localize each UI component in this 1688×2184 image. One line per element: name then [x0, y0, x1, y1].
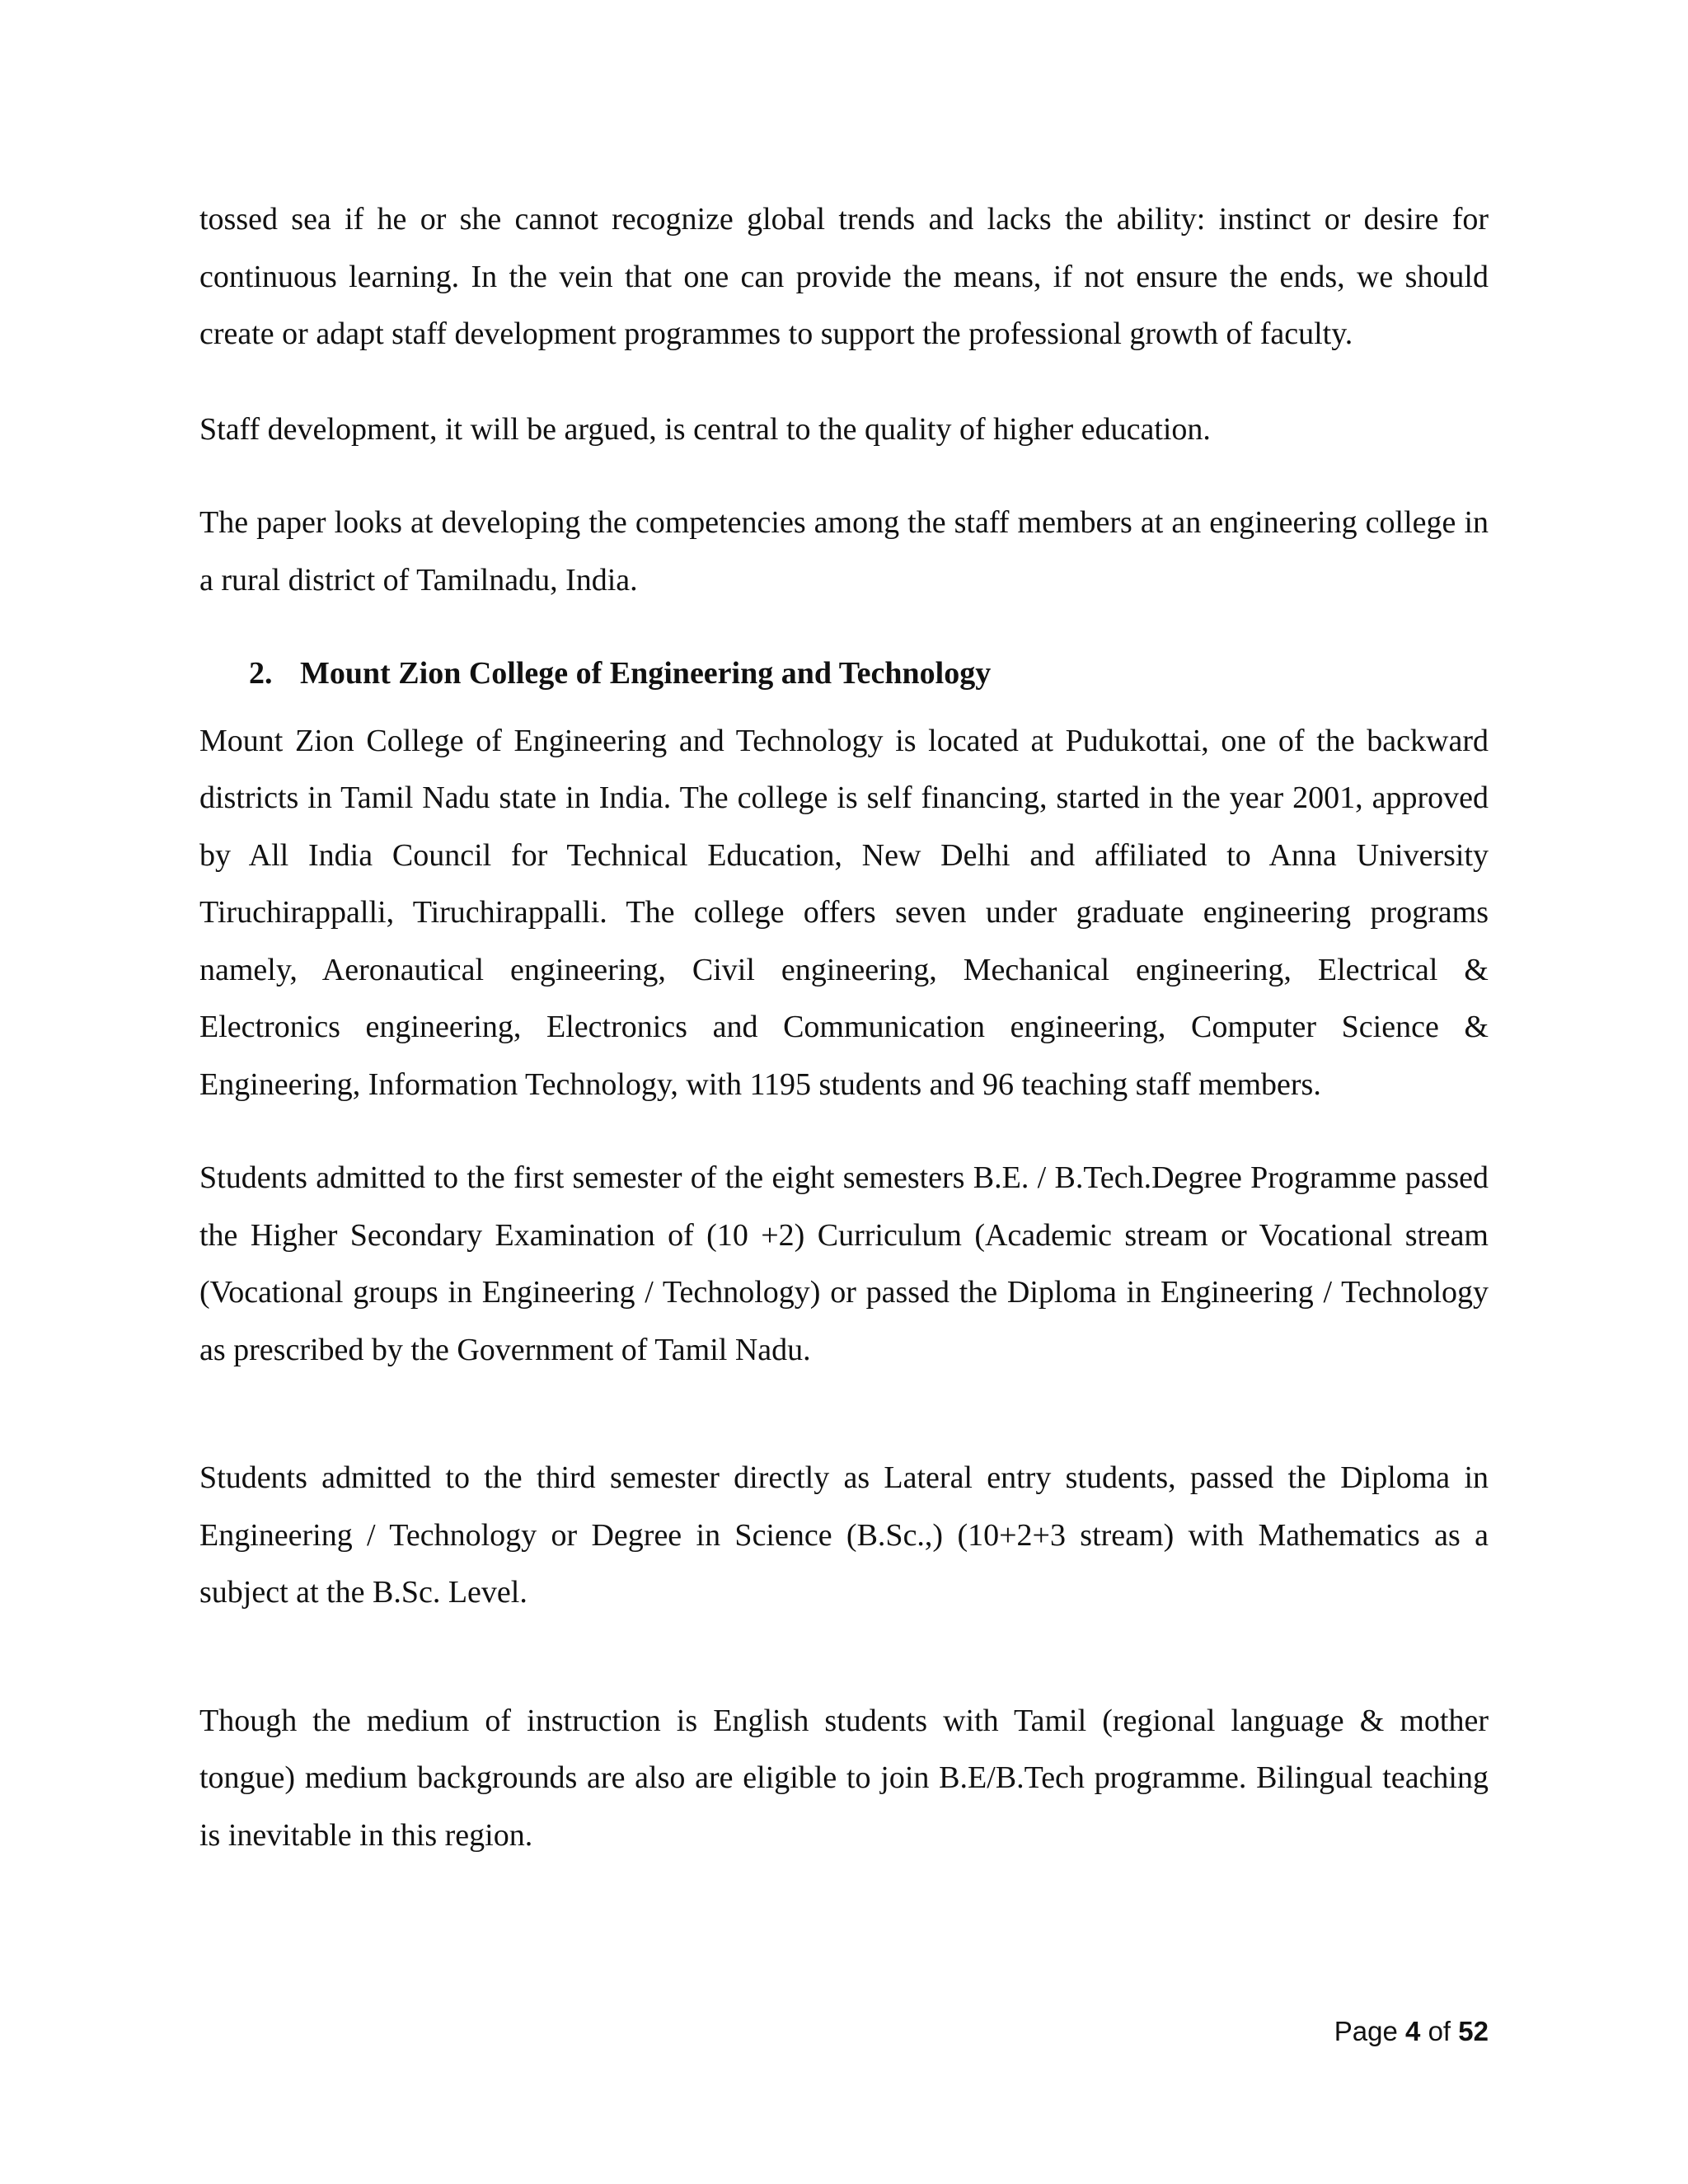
page-number-footer [1334, 2011, 1489, 2052]
section-heading [199, 645, 1489, 703]
paragraph-medium-of-instruction: Though the medium of instruction is English students with Tamil (regional language & mother tongue) medium backgrounds are also are eligible to join B.E/B.Tech programme. Bilingual teaching is inevitable in this region. [199, 1703, 1489, 1853]
page-word: Page [1334, 2016, 1398, 2046]
paragraph-staff-development: Staff development, it will be argued, is central to the quality of higher education. [199, 411, 1211, 447]
paragraph-first-semester-admission: Students admitted to the first semester of the eight semesters B.E. / B.Tech.Degree Programme passed the Higher Secondary Examination of (10 +2) Curriculum (Academic stream or Vocational stream (Vocational groups in Engineering / Technology) or passed the Diploma in Engineering / Technology as prescribed by the Government of Tamil Nadu. [199, 1160, 1489, 1367]
section-number: 2. [249, 656, 273, 691]
current-page-number: 4 [1405, 2016, 1421, 2046]
paragraph-lateral-entry: Students admitted to the third semester directly as Lateral entry students, passed the Diploma in Engineering / Technology or Degree in Science (B.Sc.,) (10+2+3 stream) with Mathematics as a subject at the B.Sc. Level. [199, 1460, 1489, 1610]
total-pages-number: 52 [1458, 2016, 1489, 2046]
paragraph-continuation: tossed sea if he or she cannot recognize global trends and lacks the ability: instinct or desire for continuous learning. In the vein that one can provide the means, if not ensure the ends, we should create or adapt staff development programmes to support the professional growth of faculty. [199, 202, 1489, 351]
of-word: of [1428, 2016, 1451, 2046]
paragraph-paper-scope: The paper looks at developing the competencies among the staff members at an engineering college in a rural district of Tamilnadu, India. [199, 505, 1489, 598]
page-content [199, 191, 1489, 1864]
paragraph-college-description: Mount Zion College of Engineering and Technology is located at Pudukottai, one of the backward districts in Tamil Nadu state in India. The college is self financing, started in the year 2001, approved by All India Council for Technical Education, New Delhi and affiliated to Anna University Tiruchirappalli, Tiruchirappalli. The college offers seven under graduate engineering programs namely, Aeronautical engineering, Civil engineering, Mechanical engineering, Electrical & Electronics engineering, Electronics and Communication engineering, Computer Science & Engineering, Information Technology, with 1195 students and 96 teaching staff members. [199, 723, 1489, 1102]
section-title: Mount Zion College of Engineering and Technology [300, 656, 992, 691]
